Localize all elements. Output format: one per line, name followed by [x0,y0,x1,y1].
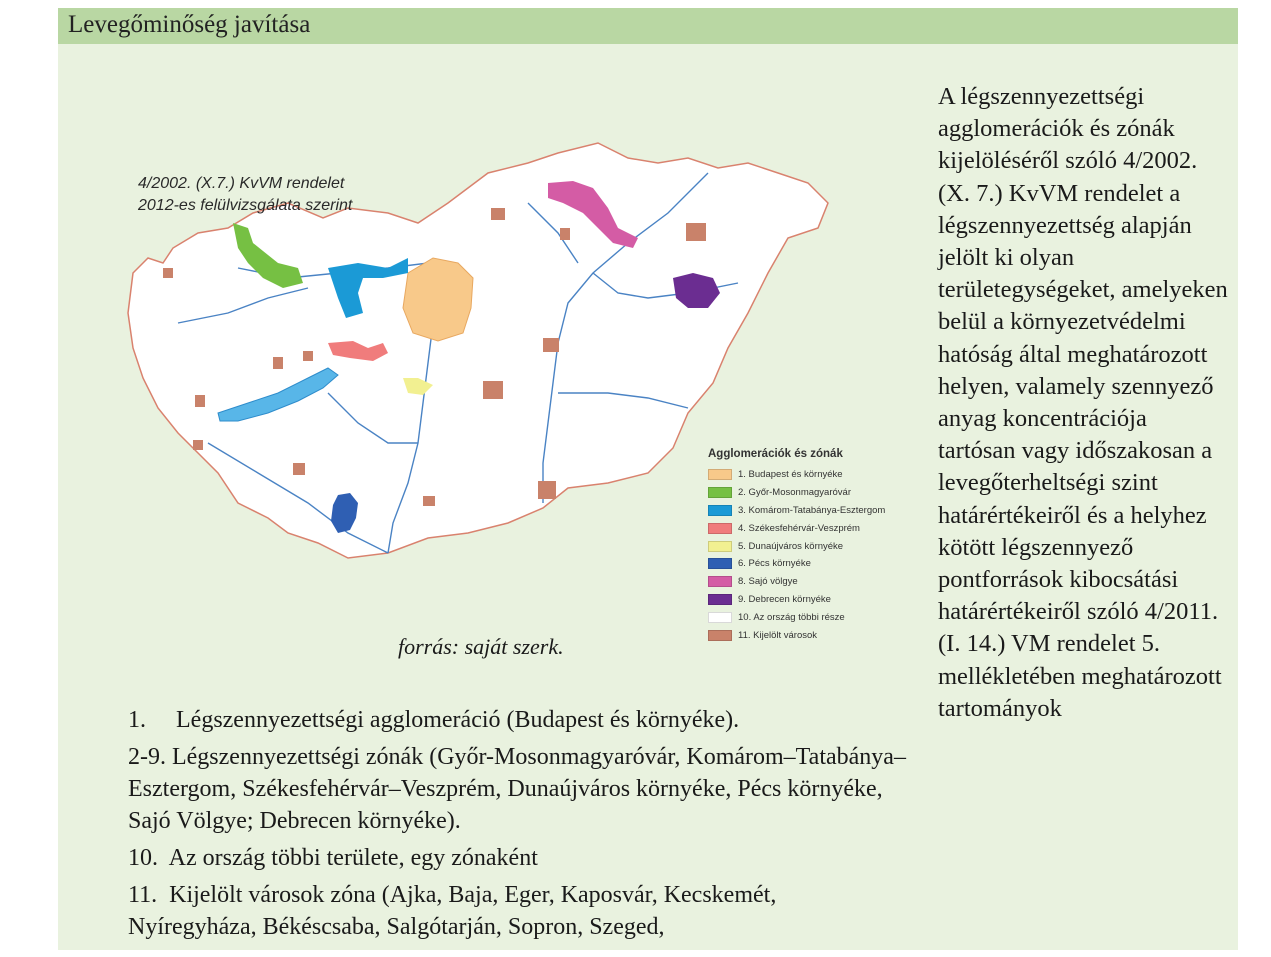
map-reference [138,173,352,217]
legend-swatch [708,594,732,605]
legend-item [708,466,885,484]
legend-label: 8. Sajó völgye [738,576,798,588]
list-item: 10. Az ország többi területe, egy zónaként [128,845,538,871]
legend-label: 6. Pécs környéke [738,558,811,570]
legend-swatch [708,612,732,623]
header-bar [58,8,1238,44]
page-title: Levegőminőség javítása [68,11,311,38]
map-legend [708,448,885,644]
legend-label: 5. Dunaújváros környéke [738,540,844,552]
town-sopron [163,268,173,278]
legend-item [708,519,885,537]
legend-item [708,591,885,609]
map-reference-line2: 2012-es felülvizsgálata szerint [138,197,353,214]
town-zalaegerszeg [195,395,205,407]
town-eger [560,228,570,240]
town-salgotarjan [303,351,313,361]
legend-label: 9. Debrecen környéke [738,593,831,605]
legend-item [708,484,885,502]
legend-swatch [708,576,732,587]
legend-item [708,573,885,591]
zone-map [88,63,938,641]
town-kecskemet [483,381,503,399]
legend-label: 2. Győr-Mosonmagyaróvár [738,487,851,499]
legend-swatch [708,558,732,569]
legend-item [708,608,885,626]
legend-label: 11. Kijelölt városok [738,629,818,641]
legend-label: 4. Székesfehérvár-Veszprém [738,522,860,534]
list-item: 1. Légszennyezettségi agglomeráció (Budapest és környéke). [128,707,740,733]
legend-item [708,626,885,644]
legend-item [708,502,885,520]
legend-swatch [708,541,732,552]
list-item: 11. Kijelölt városok zóna (Ajka, Baja, Eger, Kaposvár, Kecskemét, Nyíregyháza, Békéscsaba, Salgótarján, Sopron, Szeged, [128,882,783,940]
slide [58,8,1238,950]
town-nyiregyhaza [686,223,706,241]
legend-label: 10. Az ország többi része [738,611,845,623]
legend-item [708,555,885,573]
town-kaposvar [293,463,305,475]
town-baja [423,496,435,506]
legend-swatch [708,469,732,480]
legend-item [708,537,885,555]
town-miskolc-area [491,208,505,220]
side-description: A légszennyezettségi agglomerációk és zónák kijelöléséről szóló 4/2002. (X. 7.) KvVM rendelet a légszennyezettség alapján jelölt ki olyan területegységeket, amelyeken belül a környezetvédelmi hatóság által meghatározott helyen, valamely szennyező anyag koncentrációja tartósan vagy időszakosan a levegőterheltségi szint határértékeiről és a helyhez kötött légszennyező pontforrások kibocsátási határértékeiről szóló 4/2011. (I. 14.) VM rendelet 5. mellékletében meghatározott tartományok [938,83,1228,722]
legend-swatch [708,487,732,498]
map-reference-line1: 4/2002. (X.7.) KvVM rendelet [138,175,345,192]
legend-label: 3. Komárom-Tatabánya-Esztergom [738,504,886,516]
town-szekszard [193,440,203,450]
map-caption: forrás: saját szerk. [398,634,564,659]
list-item: 2-9. Légszennyezettségi zónák (Győr-Mosonmagyaróvár, Komárom–Tatabánya–Esztergom, Székesfehérvár–Veszprém, Dunaújváros környéke, Pécs környéke, Sajó Völgye; Debrecen környéke). [128,744,906,834]
legend-swatch [708,505,732,516]
legend-label: 1. Budapest és környéke [738,469,843,481]
legend-title: Agglomerációk és zónák [708,448,843,460]
legend-swatch [708,630,732,641]
legend-swatch [708,523,732,534]
town-ajka [273,357,283,369]
zone-list [128,704,908,948]
zone-budapest [403,258,473,341]
town-szeged [538,481,556,499]
town-bekescsaba [543,338,559,352]
